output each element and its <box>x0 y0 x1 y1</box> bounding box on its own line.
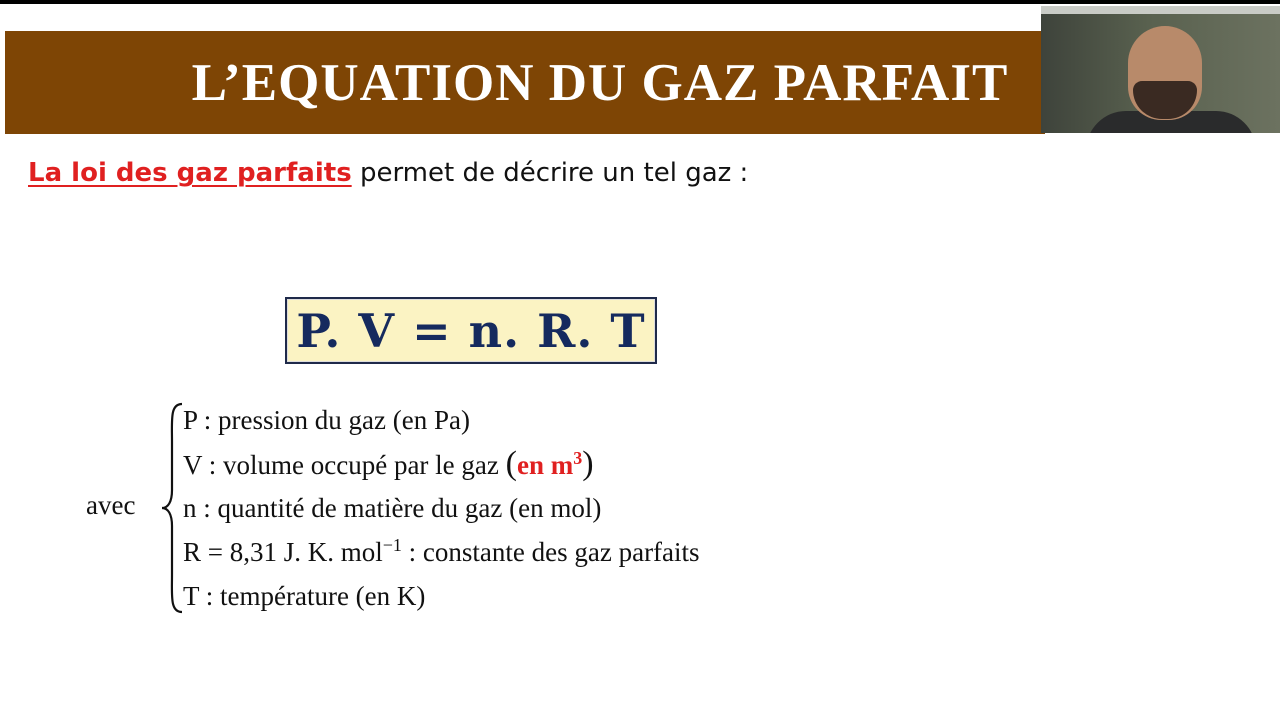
title-banner <box>5 31 1045 134</box>
gas-constant-value: R = 8,31 J. K. mol <box>183 537 383 567</box>
definition-volume-text: V : volume occupé par le gaz <box>183 450 506 480</box>
gas-constant-desc: : constante des gaz parfaits <box>401 537 700 567</box>
intro-sentence <box>28 158 748 188</box>
definition-temperature: T : température (en K) <box>183 581 426 611</box>
top-edge-strip <box>0 0 1280 4</box>
avec-label: avec <box>86 490 136 520</box>
volume-paren-close: ) <box>582 445 594 482</box>
ideal-gas-equation: P. V = n. R. T <box>296 303 646 358</box>
definition-gas-constant <box>183 532 700 576</box>
presenter-webcam-video <box>1041 6 1280 133</box>
intro-rest: permet de décrire un tel gaz : <box>359 158 749 188</box>
slide-title: L’EQUATION DU GAZ PARFAIT <box>191 53 1009 112</box>
equation-box <box>285 297 657 364</box>
volume-unit-exponent: 3 <box>573 448 583 468</box>
law-name-highlight: La loi des gaz parfaits <box>28 158 352 188</box>
definition-pressure: P : pression du gaz (en Pa) <box>183 405 470 435</box>
volume-unit <box>517 450 582 480</box>
definition-volume <box>183 444 700 488</box>
volume-paren-open: ( <box>505 445 517 482</box>
gas-constant-exponent: −1 <box>382 535 402 555</box>
variable-definitions <box>183 400 700 620</box>
definition-quantity: n : quantité de matière du gaz (en mol) <box>183 493 602 523</box>
volume-unit-text: en m <box>516 450 574 480</box>
webcam-background <box>1041 6 1280 14</box>
